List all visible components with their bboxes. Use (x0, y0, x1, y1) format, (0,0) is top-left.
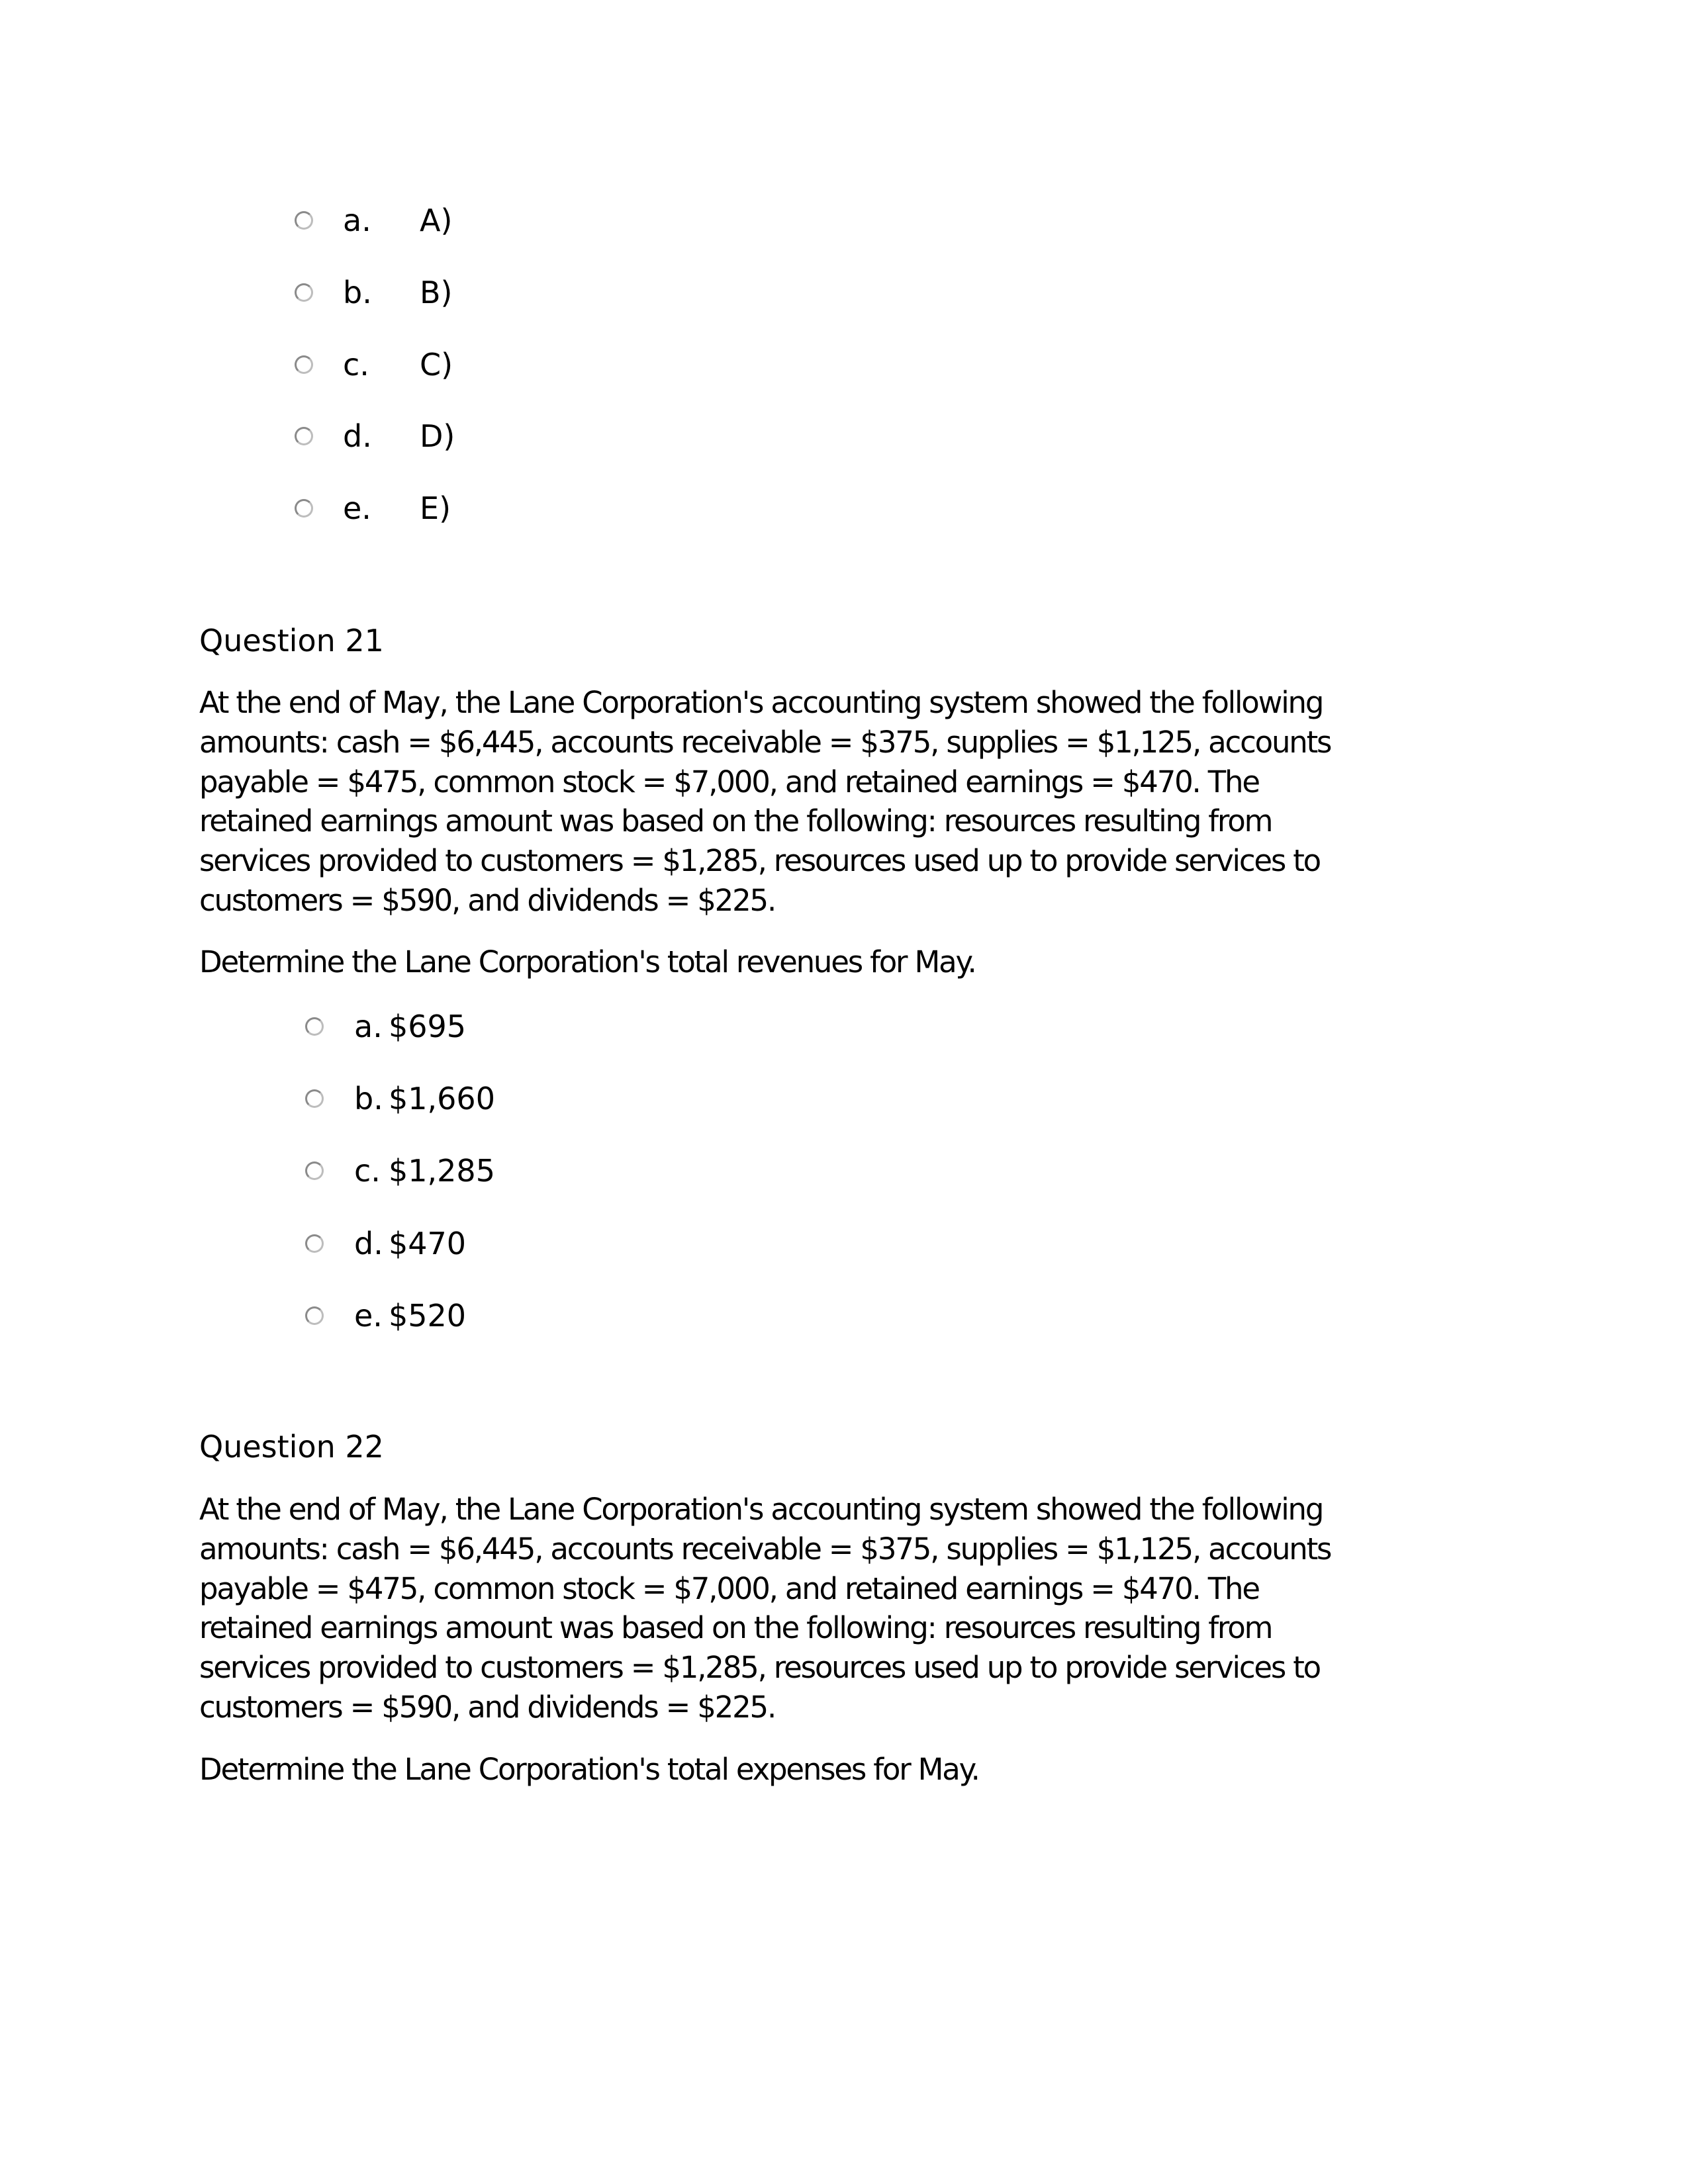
question-title: Question 21 (199, 623, 384, 659)
body-line: services provided to customers = $1,285, resources used up to provide services to (199, 843, 1320, 879)
option-letter: b. (354, 1081, 383, 1116)
option-letter: a. (354, 1009, 383, 1044)
radio-button[interactable] (295, 283, 313, 302)
body-line: At the end of May, the Lane Corporation's accounting system showed the following (199, 1492, 1323, 1527)
option-letter: a. (343, 203, 371, 238)
option-text: D) (420, 418, 455, 454)
option-text: A) (420, 203, 453, 238)
option-letter: d. (343, 418, 372, 454)
option-letter: d. (354, 1226, 383, 1261)
question-prompt: Determine the Lane Corporation's total revenues for May. (199, 944, 976, 979)
body-line: customers = $590, and dividends = $225. (199, 882, 776, 918)
option-text: $520 (389, 1298, 467, 1334)
radio-button[interactable] (305, 1089, 324, 1108)
body-line: retained earnings amount was based on the following: resources resulting from (199, 1610, 1272, 1646)
radio-button[interactable] (305, 1306, 324, 1325)
option-text: $470 (389, 1226, 467, 1261)
body-line: services provided to customers = $1,285, resources used up to provide services to (199, 1650, 1320, 1686)
radio-button[interactable] (295, 355, 313, 374)
body-line: amounts: cash = $6,445, accounts receivable = $375, supplies = $1,125, accounts (199, 1531, 1331, 1567)
body-line: customers = $590, and dividends = $225. (199, 1689, 776, 1725)
question-prompt: Determine the Lane Corporation's total expenses for May. (199, 1752, 979, 1787)
body-line: payable = $475, common stock = $7,000, and retained earnings = $470. The (199, 1570, 1259, 1606)
option-letter: e. (343, 490, 371, 526)
radio-button[interactable] (305, 1017, 324, 1036)
question-body (199, 1490, 1331, 1727)
option-text: E) (420, 490, 451, 526)
radio-button[interactable] (295, 499, 313, 518)
option-text: $1,285 (389, 1153, 495, 1189)
body-line: At the end of May, the Lane Corporation's accounting system showed the following (199, 685, 1323, 720)
radio-button[interactable] (295, 211, 313, 230)
option-letter: c. (354, 1153, 381, 1189)
option-text: $1,660 (389, 1081, 495, 1116)
radio-button[interactable] (295, 427, 313, 445)
question-title: Question 22 (199, 1429, 384, 1465)
body-line: amounts: cash = $6,445, accounts receivable = $375, supplies = $1,125, accounts (199, 724, 1331, 760)
question-body (199, 683, 1331, 921)
body-line: retained earnings amount was based on the following: resources resulting from (199, 803, 1272, 839)
option-text: C) (420, 347, 453, 383)
option-letter: e. (354, 1298, 383, 1334)
option-letter: b. (343, 275, 372, 310)
option-text: B) (420, 275, 453, 310)
radio-button[interactable] (305, 1234, 324, 1253)
option-letter: c. (343, 347, 369, 383)
option-text: $695 (389, 1009, 467, 1044)
radio-button[interactable] (305, 1161, 324, 1180)
body-line: payable = $475, common stock = $7,000, and retained earnings = $470. The (199, 764, 1259, 799)
